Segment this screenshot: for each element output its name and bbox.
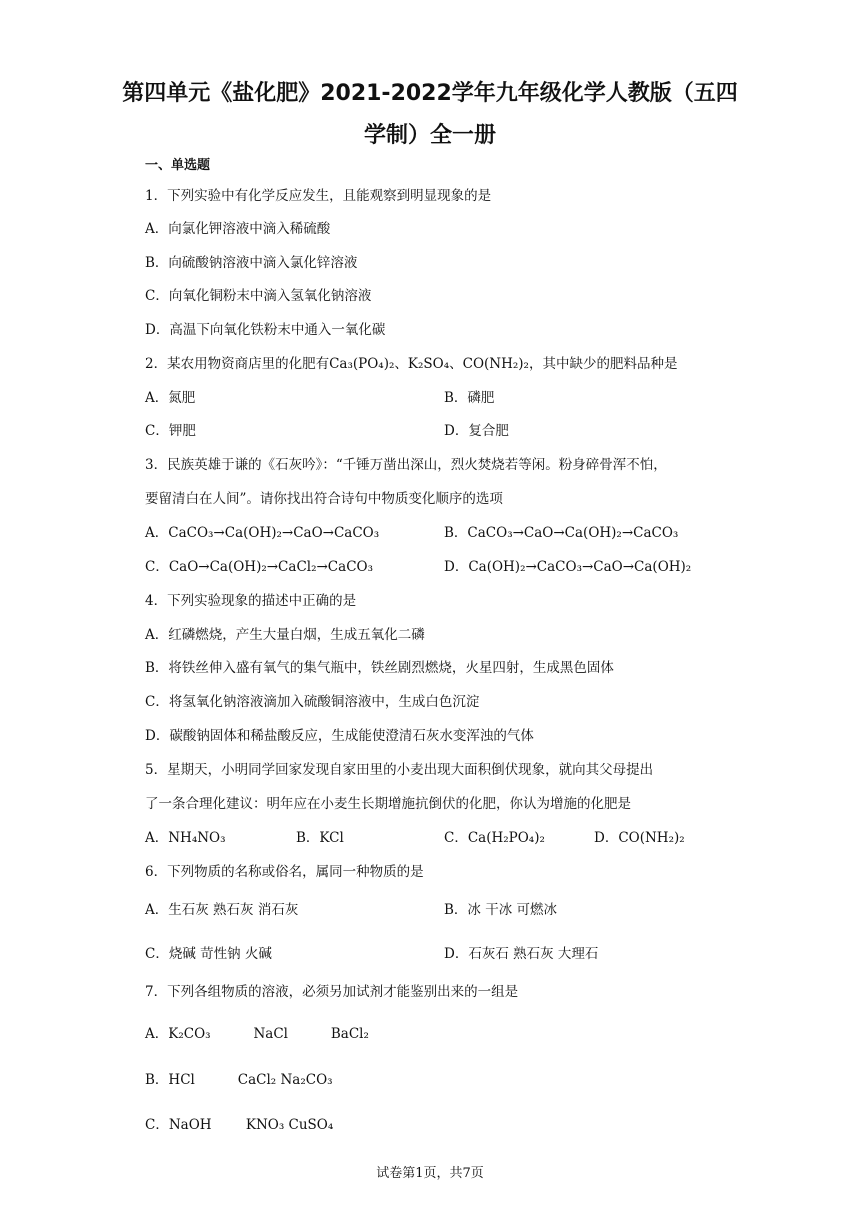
- question-5-option-d: D．CO(NH₂)₂: [594, 830, 685, 846]
- question-2-option-b: B．磷肥: [444, 390, 495, 406]
- question-7-stem: 7．下列各组物质的溶液，必须另加试剂才能鉴别出来的一组是: [145, 984, 519, 1000]
- question-2-option-d: D．复合肥: [444, 423, 509, 439]
- question-1-option-d: D．高温下向氧化铁粉末中通入一氧化碳: [145, 322, 386, 338]
- question-3-option-b: B．CaCO₃→CaO→Ca(OH)₂→CaCO₃: [444, 525, 679, 541]
- page-title-line2: 学制）全一册: [363, 123, 496, 148]
- question-6-stem: 6．下列物质的名称或俗名，属同一种物质的是: [145, 864, 424, 880]
- question-4-stem: 4．下列实验现象的描述中正确的是: [145, 593, 357, 609]
- page-title: 第四单元《盐化肥》2021-2022学年九年级化学人教版（五四: [122, 81, 738, 106]
- question-7-option-c: C．NaOH KNO₃ CuSO₄: [145, 1117, 334, 1133]
- question-3-option-c: C．CaO→Ca(OH)₂→CaCl₂→CaCO₃: [145, 559, 373, 575]
- question-3-stem-cont: 要留清白在人间”。请你找出符合诗句中物质变化顺序的选项: [145, 491, 503, 507]
- question-6-option-c: C．烧碱 苛性钠 火碱: [145, 946, 272, 962]
- question-2-option-a: A．氮肥: [145, 390, 196, 406]
- question-5-stem: 5．星期天，小明同学回家发现自家田里的小麦出现大面积倒伏现象，就向其父母提出: [145, 762, 654, 778]
- question-1-option-a: A．向氯化钾溶液中滴入稀硫酸: [145, 221, 331, 237]
- question-6-option-a: A．生石灰 熟石灰 消石灰: [145, 902, 299, 918]
- question-4-option-a: A．红磷燃烧，产生大量白烟，生成五氧化二磷: [145, 627, 425, 643]
- question-3-option-d: D．Ca(OH)₂→CaCO₃→CaO→Ca(OH)₂: [444, 559, 692, 575]
- section-heading: 一、单选题: [145, 158, 211, 173]
- question-2-option-c: C．钾肥: [145, 423, 196, 439]
- question-4-option-d: D．碳酸钠固体和稀盐酸反应，生成能使澄清石灰水变浑浊的气体: [145, 728, 534, 744]
- question-2-stem: 2．某农用物资商店里的化肥有Ca₃(PO₄)₂、K₂SO₄、CO(NH₂)₂，其中缺少的肥料品种是: [145, 356, 678, 372]
- question-1-option-c: C．向氧化铜粉末中滴入氢氧化钠溶液: [145, 288, 372, 304]
- page-footer: 试卷第1页，共7页: [376, 1166, 484, 1181]
- question-7-option-a: A．K₂CO₃ NaCl BaCl₂: [145, 1026, 369, 1042]
- question-6-option-b: B．冰 干冰 可燃冰: [444, 902, 558, 918]
- question-3-option-a: A．CaCO₃→Ca(OH)₂→CaO→CaCO₃: [145, 525, 380, 541]
- question-1-stem: 1．下列实验中有化学反应发生，且能观察到明显现象的是: [145, 188, 492, 204]
- question-1-option-b: B．向硫酸钠溶液中滴入氯化锌溶液: [145, 255, 358, 271]
- question-4-option-c: C．将氢氧化钠溶液滴加入硫酸铜溶液中，生成白色沉淀: [145, 694, 480, 710]
- question-7-option-b: B．HCl CaCl₂ Na₂CO₃: [145, 1072, 333, 1088]
- question-5-option-c: C．Ca(H₂PO₄)₂: [444, 830, 545, 846]
- question-6-option-d: D．石灰石 熟石灰 大理石: [444, 946, 599, 962]
- question-4-option-b: B．将铁丝伸入盛有氧气的集气瓶中，铁丝剧烈燃烧，火星四射，生成黑色固体: [145, 660, 614, 676]
- question-5-stem-cont: 了一条合理化建议：明年应在小麦生长期增施抗倒伏的化肥，你认为增施的化肥是: [145, 796, 631, 812]
- question-5-option-b: B．KCl: [296, 830, 344, 846]
- question-3-stem: 3．民族英雄于谦的《石灰吟》：“千锤万凿出深山，烈火焚烧若等闲。粉身碎骨浑不怕，: [145, 457, 667, 473]
- question-5-option-a: A．NH₄NO₃: [145, 830, 226, 846]
